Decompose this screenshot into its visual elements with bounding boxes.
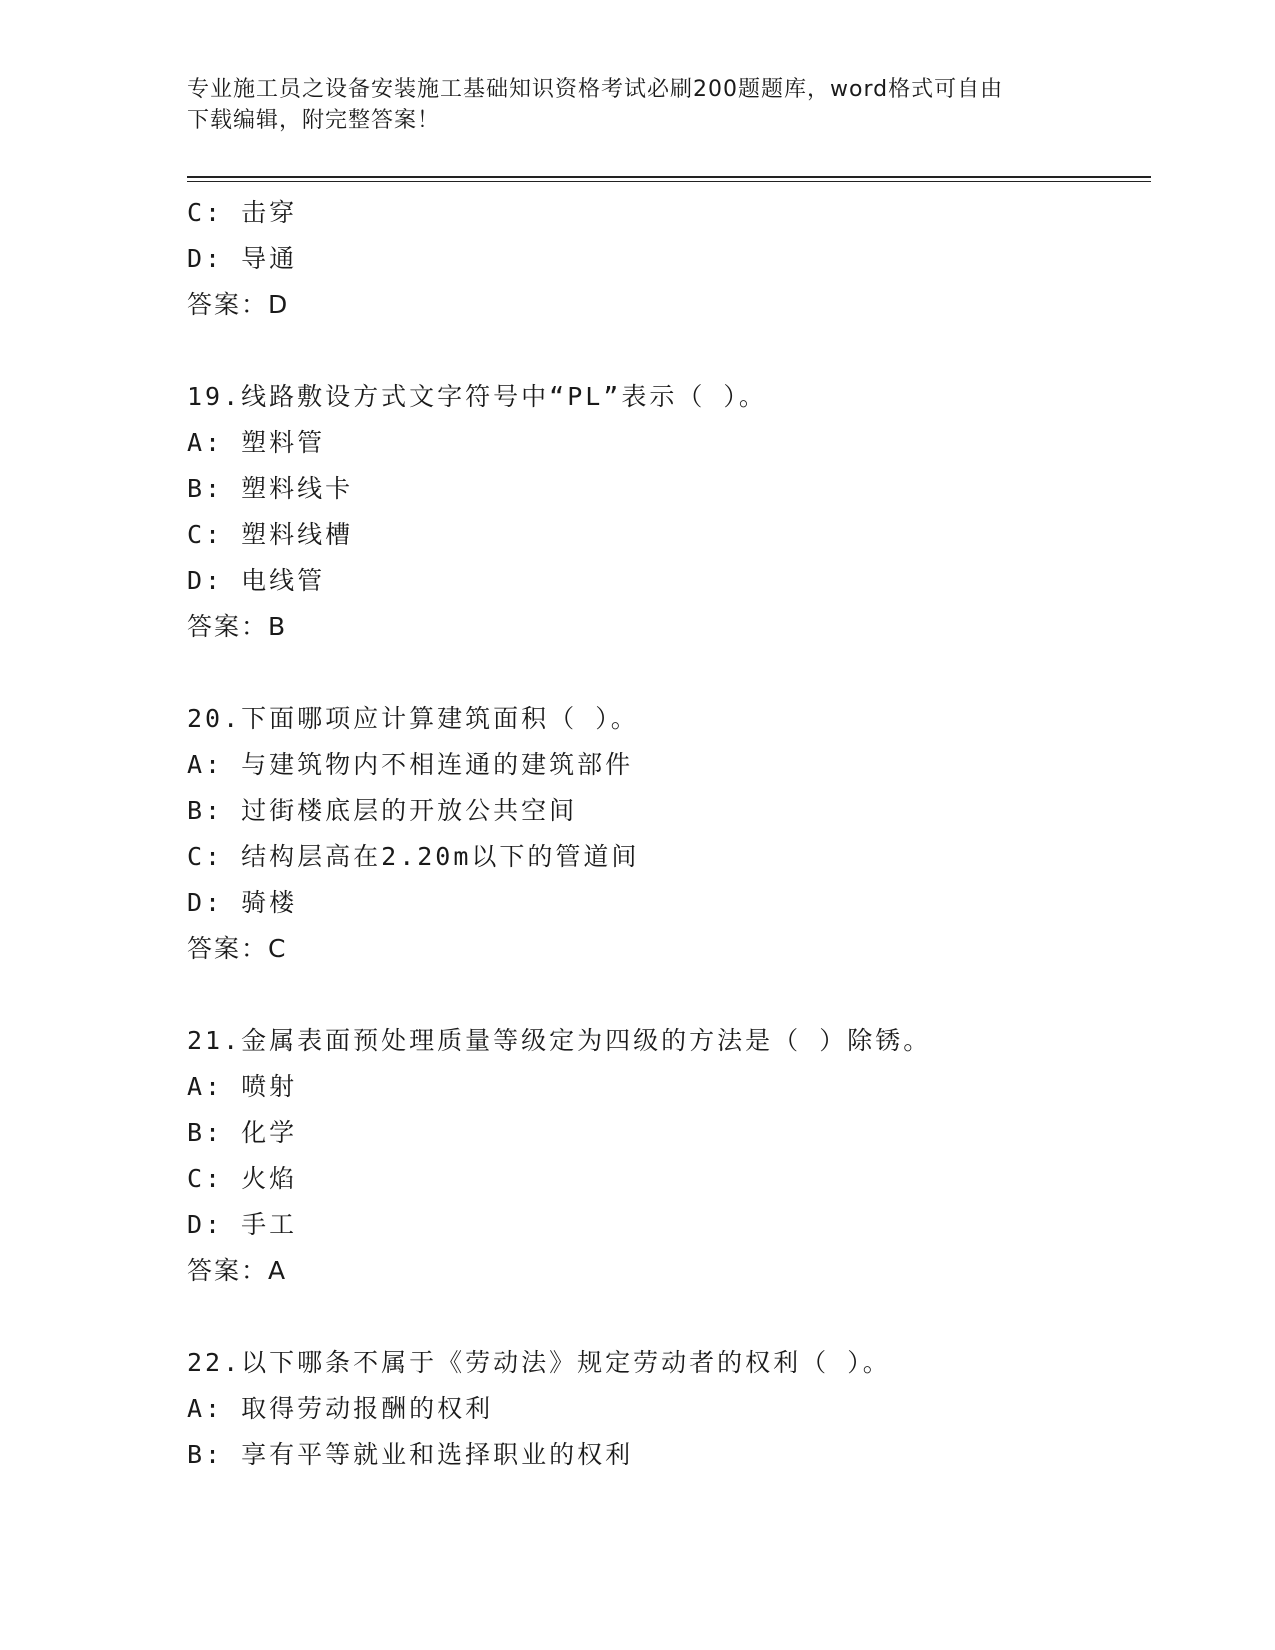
question-18-continued <box>187 190 1151 328</box>
option-d: D: 导通 <box>187 244 298 273</box>
spacer <box>187 972 1151 1018</box>
answer-line: 答案：C <box>187 934 288 963</box>
header-line-1: 专业施工员之设备安装施工基础知识资格考试必刷200题题库，word格式可自由 <box>187 77 1004 102</box>
header-line-2: 下载编辑，附完整答案！ <box>187 108 441 133</box>
option-c: C: 击穿 <box>187 198 298 227</box>
question-list <box>187 190 1151 1478</box>
question-stem: 22.以下哪条不属于《劳动法》规定劳动者的权利（ ）。 <box>187 1348 891 1377</box>
option-a: A: 取得劳动报酬的权利 <box>187 1394 494 1423</box>
option-c: C: 火焰 <box>187 1164 298 1193</box>
answer-line: 答案：B <box>187 612 288 641</box>
option-d: D: 电线管 <box>187 566 326 595</box>
spacer <box>187 650 1151 696</box>
option-a: A: 塑料管 <box>187 428 326 457</box>
answer-line: 答案：A <box>187 1256 288 1285</box>
option-a: A: 喷射 <box>187 1072 298 1101</box>
question-20 <box>187 696 1151 972</box>
option-b: B: 过街楼底层的开放公共空间 <box>187 796 578 825</box>
spacer <box>187 328 1151 374</box>
option-b: B: 化学 <box>187 1118 298 1147</box>
question-stem: 20.下面哪项应计算建筑面积（ ）。 <box>187 704 639 733</box>
option-b: B: 享有平等就业和选择职业的权利 <box>187 1440 634 1469</box>
option-d: D: 骑楼 <box>187 888 298 917</box>
option-b: B: 塑料线卡 <box>187 474 354 503</box>
question-stem: 19.线路敷设方式文字符号中“PL”表示（ ）。 <box>187 382 767 411</box>
answer-line: 答案：D <box>187 290 290 319</box>
option-c: C: 塑料线槽 <box>187 520 354 549</box>
option-d: D: 手工 <box>187 1210 298 1239</box>
header-rule-thin <box>187 181 1151 182</box>
document-header <box>187 74 1087 136</box>
header-rule-thick <box>187 176 1151 178</box>
option-a: A: 与建筑物内不相连通的建筑部件 <box>187 750 634 779</box>
question-22 <box>187 1340 1151 1478</box>
option-c: C: 结构层高在2.20m以下的管道间 <box>187 842 640 871</box>
question-stem: 21.金属表面预处理质量等级定为四级的方法是（ ）除锈。 <box>187 1026 932 1055</box>
spacer <box>187 1294 1151 1340</box>
question-19 <box>187 374 1151 650</box>
question-21 <box>187 1018 1151 1294</box>
